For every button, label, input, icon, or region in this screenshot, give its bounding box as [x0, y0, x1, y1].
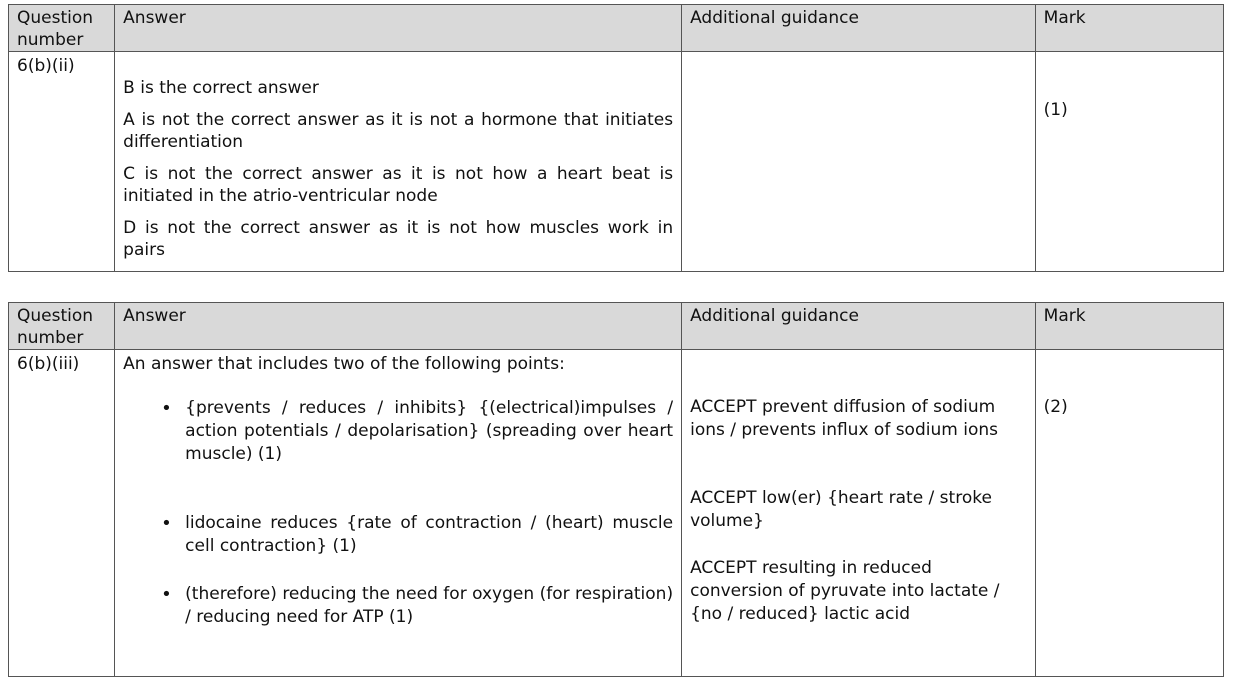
- answer-intro: An answer that includes two of the following points:: [123, 354, 565, 374]
- header-question-number: Question number: [9, 303, 115, 350]
- header-additional-guidance: Additional guidance: [682, 303, 1036, 350]
- header-mark: Mark: [1035, 5, 1223, 52]
- question-number: 6(b)(iii): [9, 350, 115, 677]
- answer-points: [123, 397, 673, 629]
- guidance-cell: [682, 52, 1036, 272]
- answer-cell: [115, 52, 682, 272]
- answer-row: [9, 52, 1224, 272]
- guidance-cell: [682, 350, 1036, 677]
- answer-line: A is not the correct answer as it is not a hormone that initiates differentiation: [123, 110, 674, 152]
- header-additional-guidance: Additional guidance: [682, 5, 1036, 52]
- header-answer: Answer: [115, 303, 682, 350]
- answer-point: • {prevents / reduces / inhibits} {(electrical)impulses / action potentials / depolarisation} (spreading over heart muscle) (1): [123, 397, 673, 466]
- guidance-note: ACCEPT resulting in reduced conversion of pyruvate into lactate / {no / reduced} lactic acid: [690, 558, 1000, 624]
- guidance-note: ACCEPT prevent diffusion of sodium ions / prevents influx of sodium ions: [690, 397, 998, 440]
- answer-line: B is the correct answer: [123, 78, 319, 98]
- answer-line: C is not the correct answer as it is not how a heart beat is initiated in the atrio-ventricular node: [123, 164, 674, 206]
- answer-row: [9, 350, 1224, 677]
- question-number: 6(b)(ii): [9, 52, 115, 272]
- mark-value: (2): [1043, 397, 1068, 417]
- header-row: [9, 303, 1224, 350]
- mark-cell: [1035, 52, 1223, 272]
- answer-point: • lidocaine reduces {rate of contraction / (heart) muscle cell contraction} (1): [123, 512, 673, 558]
- mark-scheme-table-6b-iii: [8, 302, 1224, 677]
- mark-scheme-table-6b-ii: [8, 4, 1224, 272]
- header-answer: Answer: [115, 5, 682, 52]
- header-mark: Mark: [1035, 303, 1223, 350]
- guidance-note: ACCEPT low(er) {heart rate / stroke volume}: [690, 488, 992, 531]
- mark-cell: [1035, 350, 1223, 677]
- header-question-number: Question number: [9, 5, 115, 52]
- answer-point: • (therefore) reducing the need for oxygen (for respiration) / reducing need for ATP (1): [123, 583, 673, 629]
- mark-value: (1): [1043, 100, 1068, 120]
- answer-cell: [115, 350, 682, 677]
- answer-line: D is not the correct answer as it is not how muscles work in pairs: [123, 218, 674, 260]
- header-row: [9, 5, 1224, 52]
